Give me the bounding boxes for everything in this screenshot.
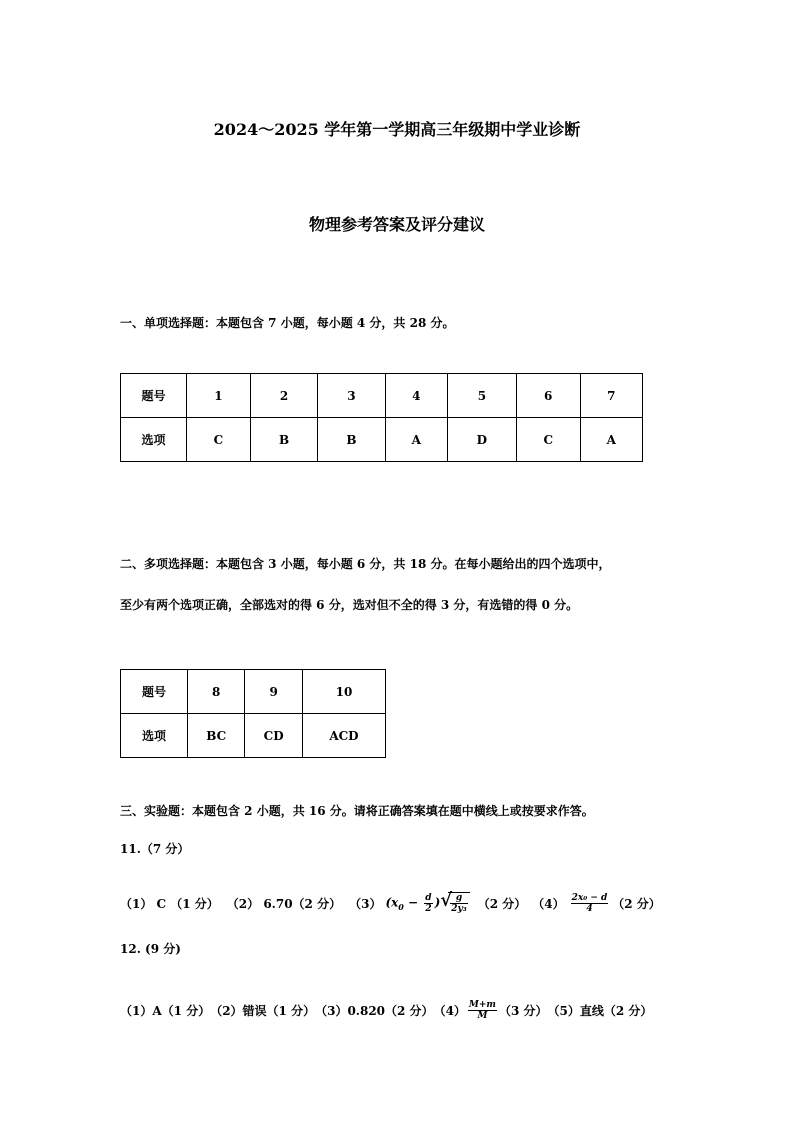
q11-answers: [120, 888, 661, 918]
question-number: 2: [250, 374, 317, 418]
q12-part2: （2）错误（1 分）: [210, 1003, 316, 1018]
q12-part3: （3）0.820（2 分）: [315, 1003, 434, 1018]
document-title: 物理参考答案及评分建议: [308, 215, 485, 234]
formula-subscript: 0: [398, 901, 404, 912]
q11-part3-label: （3）: [349, 896, 382, 911]
q11-part3-score: （2 分）: [477, 896, 527, 911]
question-number: 8: [188, 670, 245, 714]
question-number: 10: [302, 670, 385, 714]
formula-fraction: [424, 893, 432, 914]
formula-x: (x: [385, 895, 399, 910]
answer-cell: ACD: [302, 714, 385, 758]
single-choice-answer-table: [120, 373, 643, 462]
q12-title: 12. (9 分): [120, 942, 181, 956]
question-number: 9: [245, 670, 303, 714]
q12-part4-score: （3 分）: [498, 1003, 548, 1018]
section1-heading: 一、单项选择题：本题包含 7 小题，每小题 4 分，共 28 分。: [120, 316, 455, 330]
formula-minus: −: [403, 895, 423, 910]
q12-part1: （1）A（1 分）: [120, 1003, 211, 1018]
answer-cell: B: [250, 418, 317, 462]
sqrt-fraction: [450, 893, 467, 914]
q11-title: 11.（7 分）: [120, 842, 190, 856]
formula-close: ): [434, 895, 441, 910]
answer-row: [121, 418, 643, 462]
section2-heading-line2: 至少有两个选项正确，全部选对的得 6 分，选对但不全的得 3 分，有选错的得 0 分。: [120, 598, 579, 612]
answer-cell: C: [187, 418, 251, 462]
row-label: 选项: [121, 714, 188, 758]
sqrt-sign: √: [440, 890, 453, 911]
row-label: 题号: [121, 374, 187, 418]
multiple-choice-answer-table: [120, 669, 386, 758]
question-number: 1: [187, 374, 251, 418]
answer-cell: D: [447, 418, 516, 462]
q11-part3-formula: [385, 892, 469, 914]
q11-part2: （2） 6.70（2 分）: [226, 896, 342, 911]
q12-answers: [120, 996, 652, 1024]
fraction-denominator: 4: [586, 903, 593, 914]
answer-cell: B: [318, 418, 385, 462]
q11-part4-fraction: [571, 893, 609, 914]
question-number: 7: [580, 374, 642, 418]
row-label: 题号: [121, 670, 188, 714]
q11-part4-score: （2 分）: [612, 896, 661, 911]
formula-sqrt: [440, 892, 469, 914]
fraction-numerator: g: [450, 893, 467, 904]
answer-cell: CD: [245, 714, 303, 758]
answer-cell: A: [385, 418, 447, 462]
answer-cell: BC: [188, 714, 245, 758]
answer-cell: C: [516, 418, 580, 462]
question-number: 3: [318, 374, 385, 418]
q12-part4-fraction: [468, 1000, 497, 1021]
fraction-denominator: M: [477, 1010, 488, 1021]
question-number: 6: [516, 374, 580, 418]
fraction-denominator: 2y₃: [451, 904, 467, 914]
fraction-denominator: 2: [425, 903, 432, 914]
question-number-row: [121, 374, 643, 418]
fraction-numerator: d: [425, 892, 432, 903]
answer-cell: A: [580, 418, 642, 462]
fraction-numerator: M+m: [468, 999, 496, 1010]
section2-heading-line1: 二、多项选择题：本题包含 3 小题，每小题 6 分，共 18 分。在每小题给出的四个选项中，: [120, 557, 611, 571]
question-number: 4: [385, 374, 447, 418]
q11-part4-label: （4）: [532, 896, 565, 911]
q11-part1: （1） C （1 分）: [120, 896, 219, 911]
q12-part5: （5）直线（2 分）: [547, 1003, 653, 1018]
answer-row: [121, 714, 386, 758]
q12-part4-label: （4）: [433, 1003, 466, 1018]
row-label: 选项: [121, 418, 187, 462]
fraction-numerator: 2x₀ − d: [571, 892, 608, 903]
question-number: 5: [447, 374, 516, 418]
exam-title: 2024～2025 学年第一学期高三年级期中学业诊断: [213, 120, 581, 139]
question-number-row: [121, 670, 386, 714]
section3-heading: 三、实验题：本题包含 2 小题，共 16 分。请将正确答案填在题中横线上或按要求作答。: [120, 804, 594, 818]
